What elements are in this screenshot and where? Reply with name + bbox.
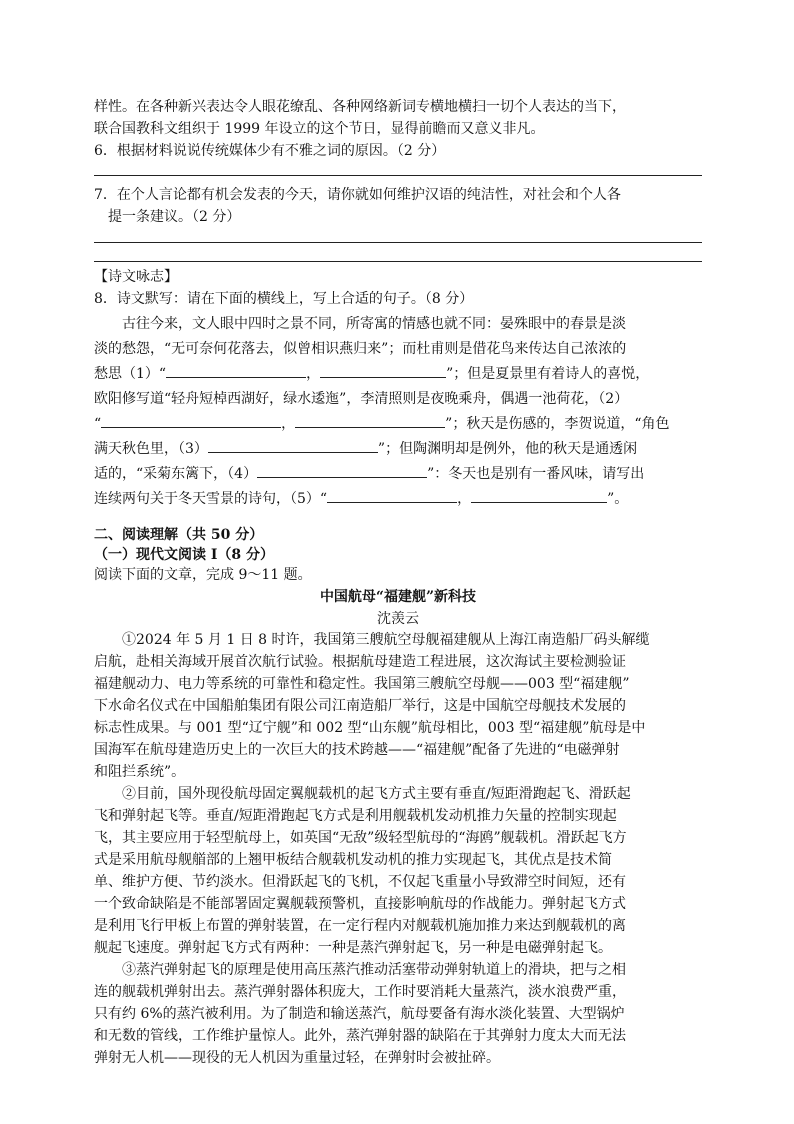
text-line: 连的舰载机弹射出去。蒸汽弹射器体积庞大，工作时要消耗大量蒸汽，淡水浪费严重， xyxy=(94,984,626,1000)
text-line: ①2024 年 5 月 1 日 8 时许，我国第三艘航空母舰福建舰从上海江南造船厂码头解缆 xyxy=(122,632,650,648)
fill-line-5 xyxy=(94,487,702,512)
question-6: 6．根据材料说说传统媒体少有不雅之词的原因。（2 分） xyxy=(94,143,446,159)
text-line: 飞和弹射起飞等。垂直/短距滑跑起飞方式是利用舰载机发动机推力矢量的控制实现起 xyxy=(94,808,617,824)
subsection-heading: （一）现代文阅读 I（8 分） xyxy=(94,547,275,563)
text-line: 标志性成果。与 001 型“辽宁舰”和 002 型“山东舰”航母相比，003 型“福建舰”航母是中 xyxy=(94,720,646,736)
instruction: 阅读下面的文章，完成 9～11 题。 xyxy=(94,567,312,583)
text-line: 淡的愁怨，“无可奈何花落去，似曾相识燕归来”；而杜甫则是借花鸟来传达自己浓浓的 xyxy=(94,341,627,357)
text-line: 飞，其主要应用于轻型航母上，如英国“无敌”级轻型航母的“海鸥”舰载机。滑跃起飞方 xyxy=(94,830,627,846)
text: ， xyxy=(281,416,296,432)
article-title: 中国航母“福建舰”新科技 xyxy=(319,589,477,605)
text: 满天秋色里，（3） xyxy=(94,441,208,457)
blank-1b[interactable] xyxy=(320,363,446,378)
text: ， xyxy=(457,491,472,507)
text: ”：冬天也是别有一番风味，请写出 xyxy=(427,466,645,482)
text-line: 国海军在航母建造历史上的一次巨大的技术跨越——“福建舰”配备了先进的“电磁弹射 xyxy=(94,742,620,758)
text: ”；但陶渊明却是例外，他的秋天是通透闲 xyxy=(377,441,638,457)
blank-1a[interactable] xyxy=(166,363,306,378)
text-line: 式是采用航母舰艏部的上翘甲板结合舰载机发动机的推力实现起飞，其优点是技术简 xyxy=(94,852,612,868)
paragraph-3 xyxy=(94,959,702,1069)
text-line: 福建舰动力、电力等系统的可靠性和稳定性。我国第三艘航空母舰——003 型“福建舰” xyxy=(94,676,630,692)
text: 适的，“采菊东篱下，（4） xyxy=(94,466,258,482)
paragraph-2 xyxy=(94,783,702,959)
text-line: 只有约 6%的蒸汽被利用。为了制造和输送蒸汽，航母要备有海水淡化装置、大型锅炉 xyxy=(94,1006,625,1022)
text: ， xyxy=(306,366,321,382)
text: ”。 xyxy=(607,491,629,507)
text-line: 样性。在各种新兴表达令人眼花缭乱、各种网络新词专横地横扫一切个人表达的当下， xyxy=(94,99,626,115)
text-line: 和无数的管线，工作维护量惊人。此外，蒸汽弹射器的缺陷在于其弹射力度太大而无法 xyxy=(94,1028,626,1044)
fill-line-3 xyxy=(94,437,702,462)
text: 愁思（1）“ xyxy=(94,366,167,382)
text-line: 和阻拦系统”。 xyxy=(94,764,186,780)
text: ”；秋天是伤感的，李贺说道，“角色 xyxy=(445,416,670,432)
question-7-line-1: 7．在个人言论都有机会发表的今天，请你就如何维护汉语的纯洁性，对社会和个人各 xyxy=(94,187,621,203)
text-line: 是利用飞行甲板上布置的弹射装置，在一定行程内对舰载机施加推力来达到舰载机的离 xyxy=(94,918,626,934)
section-heading: 【诗文咏志】 xyxy=(94,269,178,285)
fill-line-2 xyxy=(94,412,702,437)
fill-line-1 xyxy=(94,362,702,387)
document-page xyxy=(94,96,702,1069)
text-line: 单、维护方便、节约淡水。但滑跃起飞的飞机，不仅起飞重量小导致滞空时间短，还有 xyxy=(94,874,626,890)
section-heading: 二、阅读理解（共 50 分） xyxy=(94,527,264,543)
text-line: 一个致命缺陷是不能部署固定翼舰载预警机，直接影响航母的作战能力。弹射起飞方式 xyxy=(94,896,626,912)
text: “ xyxy=(94,416,102,432)
question-8: 8．诗文默写：请在下面的横线上，写上合适的句子。（8 分） xyxy=(94,291,474,307)
blank-5b[interactable] xyxy=(471,488,607,503)
blank-2a[interactable] xyxy=(101,413,281,428)
text-line: 欧阳修写道“轻舟短棹西湖好，绿水逶迤”，李清照则是夜晚乘舟，偶遇一池荷花，（2） xyxy=(94,391,629,407)
text: ”；但是夏景里有着诗人的喜悦， xyxy=(446,366,650,382)
article-author: 沈羡云 xyxy=(377,611,419,627)
blank-2b[interactable] xyxy=(295,413,445,428)
blank-3[interactable] xyxy=(208,438,378,453)
blank-4[interactable] xyxy=(257,463,427,478)
paragraph-1 xyxy=(94,629,702,783)
text-line: ②目前，国外现役航母固定翼舰载机的起飞方式主要有垂直/短距滑跑起飞、滑跃起 xyxy=(122,786,631,802)
text: 连续两句关于冬天雪景的诗句，（5）“ xyxy=(94,491,328,507)
fill-line-4 xyxy=(94,462,702,487)
question-7-line-2: 提一条建议。（2 分） xyxy=(108,209,241,225)
text-line: 舰起飞速度。弹射起飞方式有两种：一种是蒸汽弹射起飞，另一种是电磁弹射起飞。 xyxy=(94,940,612,956)
text-line: ③蒸汽弹射起飞的原理是使用高压蒸汽推动活塞带动弹射轨道上的滑块，把与之相 xyxy=(122,962,626,978)
blank-5a[interactable] xyxy=(327,488,457,503)
text-line: 下水命名仪式在中国船舶集团有限公司江南造船厂举行，这是中国航空母舰技术发展的 xyxy=(94,698,626,714)
text-line: 联合国教科文组织于 1999 年设立的这个节日，显得前瞻而又意义非凡。 xyxy=(94,121,545,137)
text-line: 弹射无人机——现役的无人机因为重量过轻，在弹射时会被扯碎。 xyxy=(94,1050,500,1066)
text-line: 古往今来，文人眼中四时之景不同，所寄寓的情感也就不同：晏殊眼中的春景是淡 xyxy=(122,316,626,332)
text-line: 启航，赴相关海域开展首次航行试验。根据航母建造工程进展，这次海试主要检测验证 xyxy=(94,654,626,670)
